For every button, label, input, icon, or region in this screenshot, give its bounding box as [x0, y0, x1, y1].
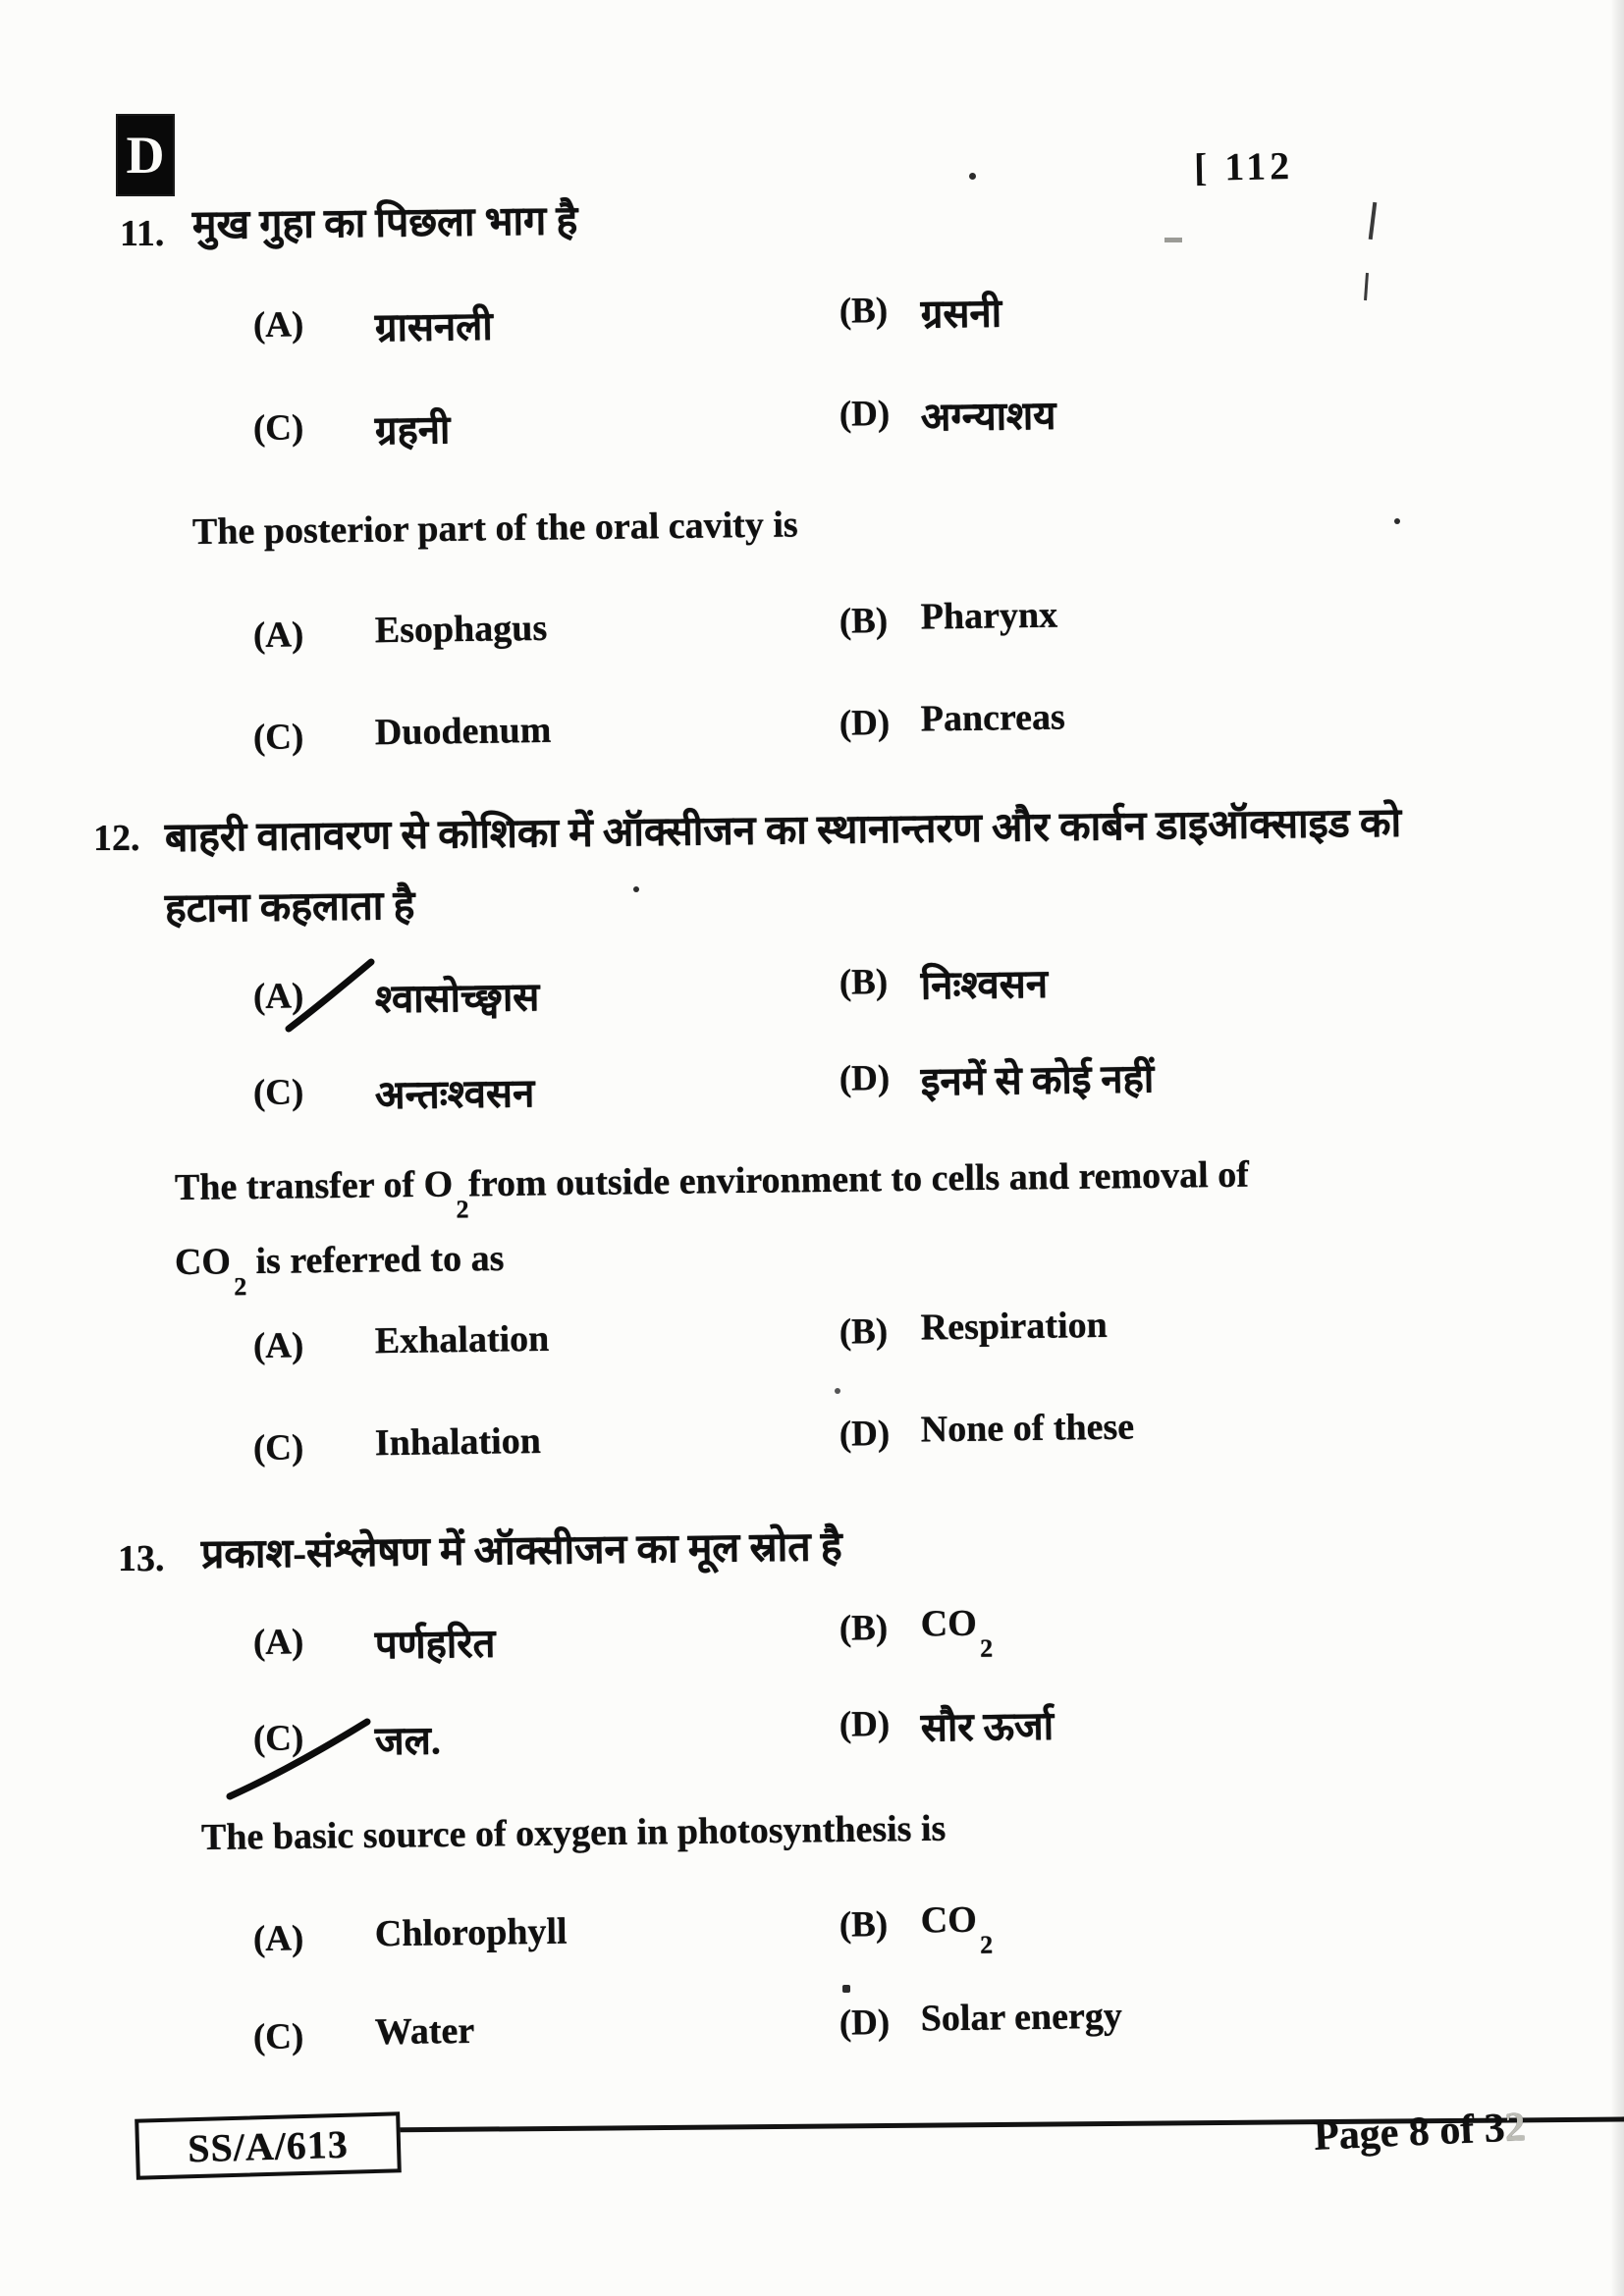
co2-base: CO: [920, 1602, 978, 1645]
scan-speck: [1164, 238, 1182, 242]
option-label: (D): [839, 1413, 891, 1455]
pen-stray-mark: [1369, 202, 1378, 240]
co2-subscript: 2: [234, 1271, 247, 1301]
option-text: Water: [374, 2009, 475, 2054]
option-label: (D): [839, 393, 891, 435]
oxygen-subscript: 2: [456, 1194, 469, 1224]
option-label: (B): [839, 601, 889, 642]
option-text: Respiration: [920, 1304, 1109, 1349]
question-number: 12.: [93, 818, 140, 859]
option-text: Esophagus: [374, 607, 548, 652]
question-text-english: The basic source of oxygen in photosynthesis is: [200, 1807, 947, 1858]
option-label: (C): [252, 717, 304, 759]
set-label-badge: D: [118, 116, 173, 194]
option-label: (C): [252, 1072, 304, 1114]
line2-rest: is referred to as: [245, 1237, 505, 1283]
option-text: ग्रासनली: [374, 303, 493, 350]
paper-code-box: [135, 2111, 402, 2180]
q12-hindi-options-row-cd: [0, 1048, 1624, 1133]
option-text: Pancreas: [920, 696, 1066, 740]
option-label: (A): [252, 1325, 304, 1367]
option-label: (C): [252, 2016, 304, 2058]
option-text: Exhalation: [374, 1317, 550, 1362]
page-number-text: Page 8 of 3: [1313, 2106, 1506, 2160]
question-number: 11.: [120, 213, 165, 254]
option-label: (B): [839, 1311, 889, 1353]
q13-english-options-row-cd: [0, 1993, 1624, 2077]
q11-hindi-options-row-ab: [0, 281, 1624, 365]
option-text: Pharynx: [920, 594, 1058, 638]
option-text: जल.: [374, 1718, 442, 1764]
question-text-hindi: मुख गुहा का पिछला भाग है: [191, 197, 578, 247]
co2-subscript: 2: [979, 1930, 994, 1959]
line2-prefix: CO: [174, 1241, 232, 1283]
option-text: श्वासोच्छ्वास: [374, 974, 540, 1022]
option-text-co2: [920, 1602, 994, 1663]
tick-mark-option-a: [281, 954, 379, 1037]
option-text: इनमें से कोई नहीं: [920, 1056, 1155, 1104]
option-text: Duodenum: [374, 709, 552, 754]
option-label: (A): [252, 304, 304, 347]
option-text-co2: [920, 1898, 994, 1959]
q11-hindi-options-row-cd: [0, 384, 1624, 468]
question-text-english-line1: [174, 1153, 1250, 1224]
question-text-hindi-line1: बाहरी वातावरण से कोशिका में ऑक्सीजन का स्थानान्तरण और कार्बन डाइऑक्साइड को: [164, 799, 1402, 860]
option-text: Chlorophyll: [374, 1910, 568, 1955]
q13-english-options-row-ab: [0, 1895, 1624, 1979]
option-text: Inhalation: [374, 1419, 542, 1465]
question-text-english: The posterior part of the oral cavity is: [191, 504, 798, 553]
option-label: (C): [252, 407, 304, 450]
q11-english-options-row-cd: [0, 693, 1624, 777]
option-label: (C): [252, 1718, 304, 1760]
option-label: (C): [252, 1427, 304, 1469]
question-text-hindi: प्रकाश-संश्लेषण में ऑक्सीजन का मूल स्रोत है: [200, 1523, 842, 1576]
co2-subscript: 2: [979, 1633, 994, 1663]
page-number-label: [1313, 2104, 1527, 2161]
option-text: अन्तःश्वसन: [374, 1071, 535, 1118]
scan-speck: [1394, 518, 1400, 524]
q11-english-options-row-ab: [0, 591, 1624, 675]
option-label: (A): [252, 976, 304, 1018]
option-text: None of these: [920, 1406, 1135, 1451]
option-label: (A): [252, 614, 304, 657]
option-text: पर्णहरित: [374, 1621, 496, 1668]
option-label: (B): [839, 1608, 889, 1649]
option-label: (B): [839, 962, 889, 1003]
option-text: अग्न्याशय: [920, 393, 1056, 440]
strike-mark-option-c: [222, 1710, 379, 1804]
corner-page-number: [ 112: [1193, 143, 1294, 189]
q13-hindi-options-row-ab: [0, 1598, 1624, 1682]
q12-english-options-row-ab: [0, 1302, 1624, 1386]
scan-speck: [633, 886, 639, 892]
option-text: ग्रसनी: [920, 291, 1002, 337]
co2-base: CO: [920, 1898, 978, 1942]
line1-rest: from outside environment to cells and removal of: [467, 1153, 1250, 1205]
option-text: ग्रहनी: [374, 407, 451, 454]
page-number-faint-digit: 2: [1503, 2105, 1527, 2152]
paper-code: SS/A/613: [187, 2121, 350, 2170]
scan-speck: [842, 1985, 850, 1993]
q12-hindi-options-row-ab: [0, 952, 1624, 1037]
scan-speck: [835, 1388, 840, 1394]
line1-prefix: The transfer of O: [174, 1163, 454, 1208]
option-text: Solar energy: [920, 1995, 1123, 2040]
option-label: (A): [252, 1622, 304, 1664]
option-label: (D): [839, 2002, 891, 2044]
option-label: (A): [252, 1918, 304, 1960]
question-number: 13.: [118, 1538, 165, 1579]
q12-english-options-row-cd: [0, 1404, 1624, 1488]
question-text-english-line2: [174, 1237, 505, 1301]
option-label: (D): [839, 1057, 891, 1099]
option-text: सौर ऊर्जा: [920, 1703, 1055, 1750]
question-text-hindi-line2: हटाना कहलाता है: [164, 881, 415, 931]
option-label: (D): [839, 1703, 891, 1745]
option-label: (B): [839, 1904, 889, 1946]
scan-speck: [969, 173, 976, 180]
option-label: (B): [839, 291, 889, 332]
option-text: निःश्वसन: [920, 961, 1049, 1008]
option-label: (D): [839, 702, 891, 744]
scan-edge-shadow: [1610, 0, 1624, 2296]
